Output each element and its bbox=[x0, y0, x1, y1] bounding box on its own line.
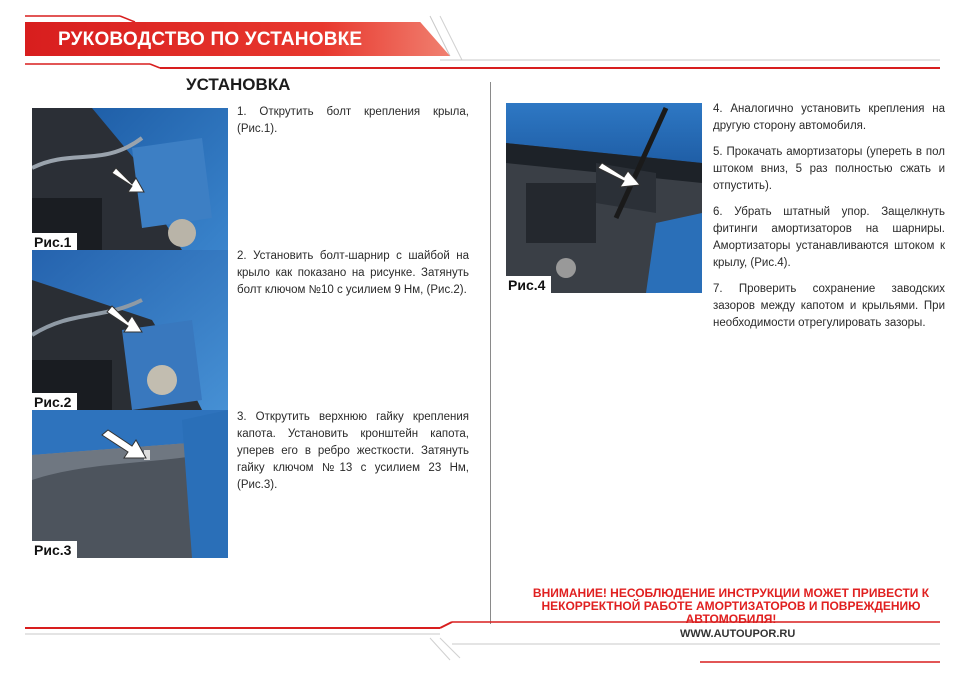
website-link[interactable]: WWW.AUTOUPOR.RU bbox=[680, 628, 796, 640]
figure-2-photo bbox=[32, 250, 228, 410]
figure-2 bbox=[32, 250, 228, 410]
step-5: 5. Прокачать амортизаторы (упереть в пол штоком вниз, 5 раз полностью сжать и отпустить). bbox=[713, 146, 945, 192]
figure-1-caption: Рис.1 bbox=[32, 233, 77, 250]
step-4: 4. Аналогично установить крепления на другую сторону автомобиля. bbox=[713, 103, 945, 132]
step-2: 2. Установить болт-шарнир с шайбой на крыло как показано на рисунке. Затянуть болт ключом №10 с усилием 9 Нм, (Рис.2). bbox=[237, 250, 469, 296]
section-title: УСТАНОВКА bbox=[186, 75, 291, 94]
figure-4 bbox=[506, 103, 702, 293]
step-6: 6. Убрать штатный упор. Защелкнуть фитинги амортизаторов на шарниры. Амортизаторы устанавливаются штоком к крылу, (Рис.4). bbox=[713, 206, 945, 269]
step-3: 3. Открутить верхнюю гайку крепления капота. Установить кронштейн капота, уперев его в ребро жесткости. Затянуть гайку ключом №13 с усилием 23 Нм, (Рис.3). bbox=[237, 411, 469, 491]
figure-3-caption: Рис.3 bbox=[32, 541, 77, 558]
figure-1 bbox=[32, 108, 228, 250]
warning-text: ВНИМАНИЕ! НЕСОБЛЮДЕНИЕ ИНСТРУКЦИИ МОЖЕТ ПРИВЕСТИ К НЕКОРРЕКТНОЙ РАБОТЕ АМОРТИЗАТОРОВ И ПОВРЕЖДЕНИЮ АВТОМОБИЛЯ! bbox=[532, 586, 930, 626]
column-divider bbox=[490, 82, 491, 624]
header-title: РУКОВОДСТВО ПО УСТАНОВКЕ bbox=[58, 29, 363, 50]
figure-1-photo bbox=[32, 108, 228, 250]
figure-4-caption: Рис.4 bbox=[506, 276, 551, 293]
step-7: 7. Проверить сохранение заводских зазоров между капотом и крыльями. При необходимости отрегулировать зазоры. bbox=[713, 283, 945, 329]
figure-3-photo bbox=[32, 410, 228, 558]
footer-decoration bbox=[0, 620, 970, 670]
figure-4-photo bbox=[506, 103, 702, 293]
figure-3 bbox=[32, 410, 228, 558]
step-1: 1. Открутить болт крепления крыла, (Рис.1). bbox=[237, 106, 469, 135]
figure-2-caption: Рис.2 bbox=[32, 393, 77, 410]
